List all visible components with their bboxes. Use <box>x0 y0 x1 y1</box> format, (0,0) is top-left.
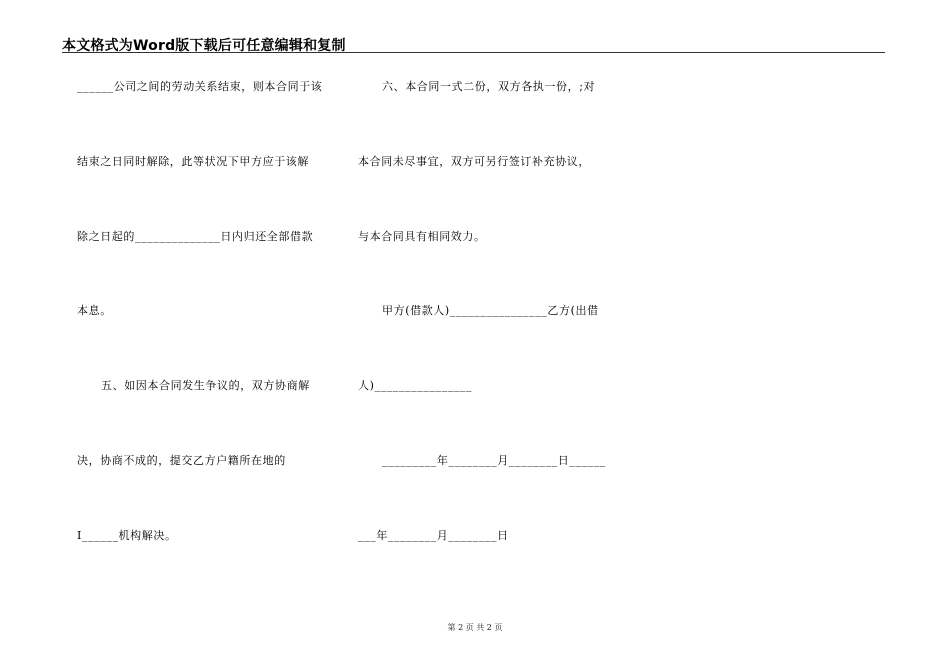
left-line-1: ______公司之间的劳动关系结束，则本合同于该 <box>77 80 323 93</box>
right-line-1: 六、本合同一式二份，双方各执一份，;对 <box>382 80 596 93</box>
page-footer: 第 2 页 共 2 页 <box>447 623 503 632</box>
left-line-3: 除之日起的______________日内归还全部借款 <box>77 230 314 243</box>
right-line-4: 甲方(借款人)________________乙方(出借 <box>382 304 599 317</box>
right-line-7: ___年________月________日 <box>358 529 509 542</box>
right-line-6: _________年________月________日______ <box>382 454 606 467</box>
left-line-2: 结束之日同时解除，此等状况下甲方应于该解 <box>77 155 309 168</box>
right-line-2: 本合同未尽事宜，双方可另行签订补充协议， <box>358 155 590 168</box>
header-rule <box>62 52 885 53</box>
page-header-title: 本文格式为Word版下载后可任意编辑和复制 <box>62 38 346 54</box>
left-line-4: 本息。 <box>77 304 112 317</box>
left-line-5: 五、如因本合同发生争议的，双方协商解 <box>101 379 310 392</box>
left-line-6: 决，协商不成的，提交乙方户籍所在地的 <box>77 454 286 467</box>
right-line-5: 人)________________ <box>358 379 473 392</box>
right-line-3: 与本合同具有相同效力。 <box>358 230 486 243</box>
left-line-7: I______机构解决。 <box>77 529 177 542</box>
